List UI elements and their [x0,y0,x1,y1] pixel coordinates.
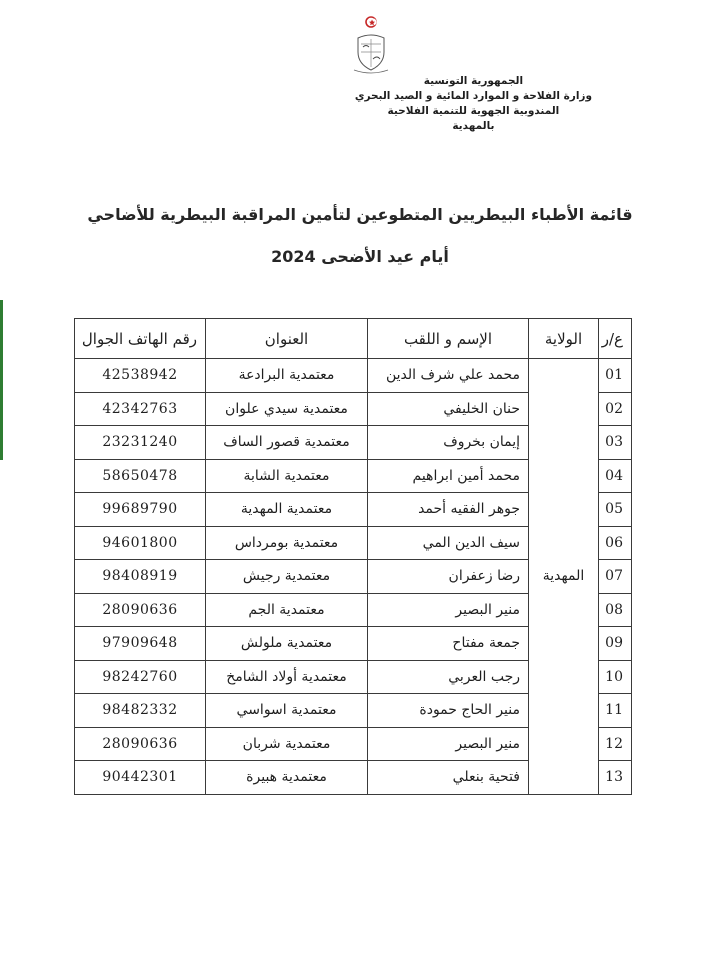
row-number: 02 [599,392,632,426]
row-number: 08 [599,593,632,627]
row-phone: 94601800 [75,526,206,560]
row-number: 04 [599,459,632,493]
row-phone: 97909648 [75,627,206,661]
row-name: منير البصير [368,727,529,761]
col-header-name: الإسم و اللقب [368,319,529,359]
tunisia-emblem-icon [346,14,396,76]
row-name: رجب العربي [368,660,529,694]
row-name: منير البصير [368,593,529,627]
row-address: معتمدية شربان [206,727,368,761]
row-name: سيف الدين المي [368,526,529,560]
row-address: معتمدية البرادعة [206,359,368,393]
row-phone: 98408919 [75,560,206,594]
row-number: 01 [599,359,632,393]
col-header-number: ع/ر [599,319,632,359]
header-line-region: بالمهدية [452,120,495,132]
col-header-governorate: الولاية [529,319,599,359]
row-name: جوهر الفقيه أحمد [368,493,529,527]
row-phone: 98482332 [75,694,206,728]
row-phone: 58650478 [75,459,206,493]
row-address: معتمدية اسواسي [206,694,368,728]
row-name: رضا زعفران [368,560,529,594]
table-row [75,359,632,393]
row-number: 07 [599,560,632,594]
row-name: جمعة مفتاح [368,627,529,661]
governorate-cell: المهدية [529,359,599,795]
row-phone: 98242760 [75,660,206,694]
row-name: محمد أمين ابراهيم [368,459,529,493]
col-header-address: العنوان [206,319,368,359]
row-address: معتمدية بومرداس [206,526,368,560]
row-number: 03 [599,426,632,460]
row-address: معتمدية ملولش [206,627,368,661]
row-address: معتمدية أولاد الشامخ [206,660,368,694]
row-name: فتحية بنعلي [368,761,529,795]
row-number: 06 [599,526,632,560]
row-phone: 90442301 [75,761,206,795]
row-phone: 42342763 [75,392,206,426]
row-phone: 28090636 [75,727,206,761]
row-phone: 23231240 [75,426,206,460]
row-phone: 28090636 [75,593,206,627]
row-name: محمد علي شرف الدين [368,359,529,393]
header-line-commission: المندوبية الجهوية للتنمية الفلاحية [387,105,560,117]
row-phone: 42538942 [75,359,206,393]
row-number: 11 [599,694,632,728]
row-number: 10 [599,660,632,694]
page-edge-mark [0,300,3,460]
row-address: معتمدية رجيش [206,560,368,594]
ministry-header [355,74,592,134]
row-address: معتمدية الجم [206,593,368,627]
row-address: معتمدية هبيرة [206,761,368,795]
row-address: معتمدية سيدي علوان [206,392,368,426]
header-line-republic: الجمهورية التونسية [423,75,524,87]
row-address: معتمدية قصور الساف [206,426,368,460]
row-address: معتمدية الشابة [206,459,368,493]
row-phone: 99689790 [75,493,206,527]
header-line-ministry: وزارة الفلاحة و الموارد المائية و الصيد البحري [354,90,592,102]
document-subtitle: أيام عيد الأضحى 2024 [271,247,449,266]
col-header-phone: رقم الهاتف الجوال [75,319,206,359]
row-name: إيمان بخروف [368,426,529,460]
row-name: حنان الخليفي [368,392,529,426]
row-number: 12 [599,727,632,761]
row-address: معتمدية المهدية [206,493,368,527]
row-name: منير الحاج حمودة [368,694,529,728]
veterinarians-table [74,318,632,795]
table-header-row [75,319,632,359]
row-number: 05 [599,493,632,527]
row-number: 09 [599,627,632,661]
document-title: قائمة الأطباء البيطريين المتطوعين لتأمين المراقبة البيطرية للأضاحي [87,205,633,224]
row-number: 13 [599,761,632,795]
